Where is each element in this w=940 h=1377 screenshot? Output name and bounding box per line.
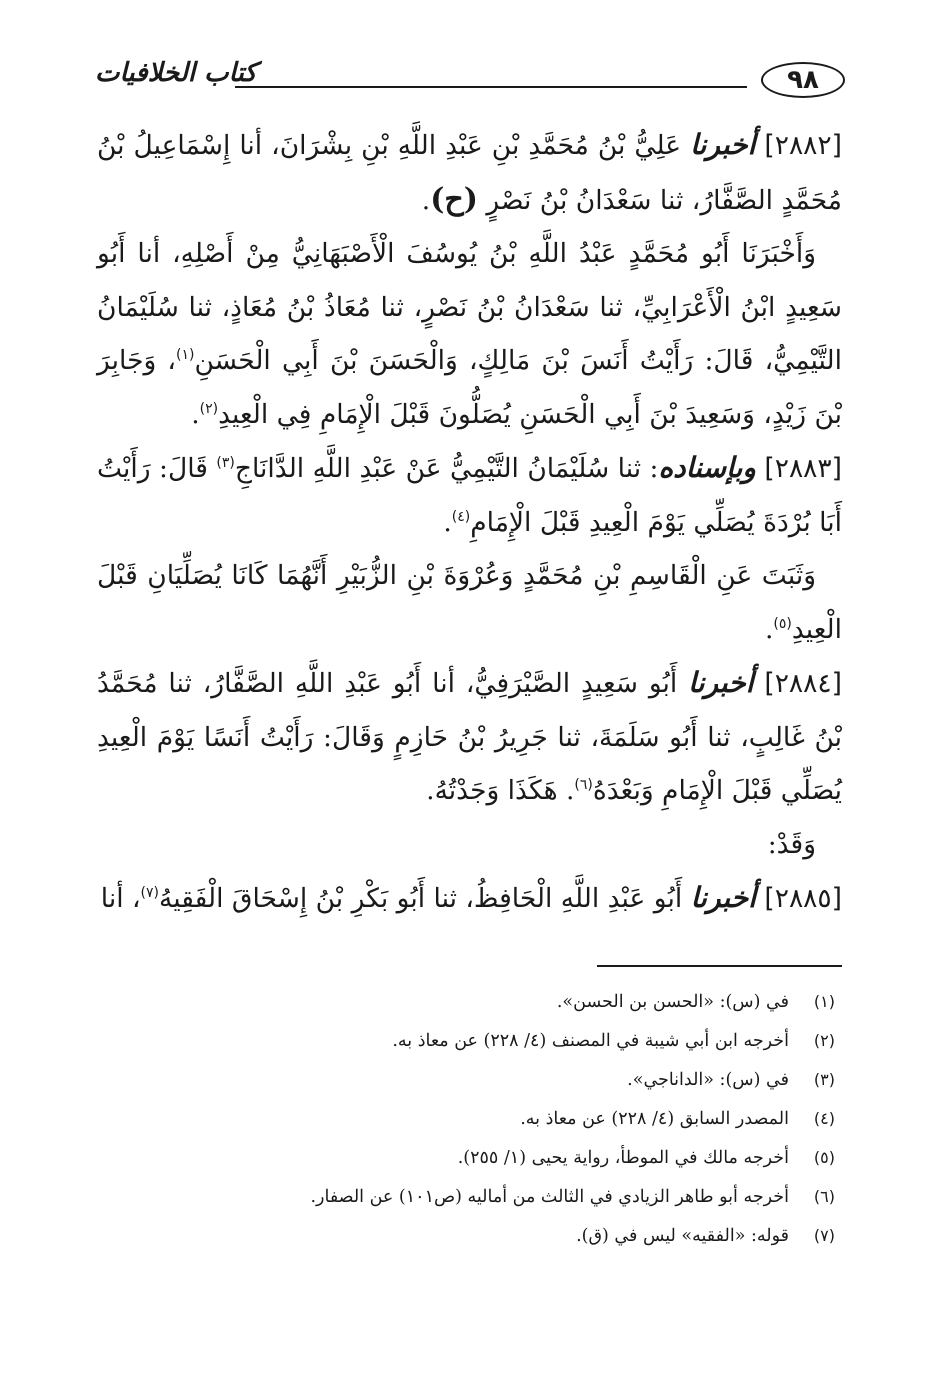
paragraph-text: عَلِيُّ بْنُ مُحَمَّدِ بْنِ عَبْدِ اللَّهِ بْنِ بِشْرَانَ، أنا إِسْمَاعِيلُ بْنُ مُحَمَّدٍ الصَّفَّارُ، ثنا سَعْدَانُ بْنُ نَصْرٍ [97,130,842,216]
tahwil-mark: (ح) [430,181,478,217]
paragraph-2883 [97,441,842,549]
footnote-item [135,1070,835,1109]
paragraph-text: قَالَ: رَأَيْتُ أَبَا بُرْدَةَ يُصَلِّي يَوْمَ الْعِيدِ قَبْلَ الْإِمَامِ [97,453,842,538]
footnote-item [135,1187,835,1226]
paragraph-text: ، وَجَابِرَ بْنَ زَيْدٍ، وَسَعِيدَ بْنَ أَبِي الْحَسَنِ يُصَلُّونَ قَبْلَ الْإِمَامِ فِي الْعِيدِ [97,345,842,430]
hadith-number: [٢٨٨٤] [764,668,842,699]
paragraph-end: . [764,613,774,645]
paragraph-end: . [443,506,452,538]
footnote-separator [597,965,842,967]
paragraph-commentary [97,549,842,656]
paragraph-text: : ثنا سُلَيْمَانُ التَّيْمِيُّ عَنْ عَبْدِ اللَّهِ الدَّانَاجِ [234,453,659,484]
chain-keyword: أخبرنا [690,128,756,161]
footnote-marker[interactable]: (٥) [773,615,792,632]
main-text [97,118,842,926]
footnote-number: (٣) [813,1070,835,1089]
book-title: كتاب الخلافيات [95,58,257,88]
footnote-text: أخرجه ابن أبي شيبة في المصنف (٤/ ٢٢٨) عن معاذ به. [392,1031,789,1051]
paragraph-text: أَبُو عَبْدِ اللَّهِ الْحَافِظُ، ثنا أَبُو بَكْرِ بْنُ إِسْحَاقَ الْفَقِيهُ [159,883,691,914]
footnote-item [135,1148,835,1187]
footnote-number: (٢) [813,1031,835,1050]
footnotes-list [135,992,835,1265]
footnote-number: (٧) [813,1226,835,1245]
footnote-text: قوله: «الفقيه» ليس في (ق). [576,1226,789,1246]
paragraph-text: وَثَبَتَ عَنِ الْقَاسِمِ بْنِ مُحَمَّدٍ وَعُرْوَةَ بْنِ الزُّبَيْرِ أَنَّهُمَا كَانَا يُصَلِّيَانِ قَبْلَ الْعِيدِ [97,560,842,645]
chain-keyword: وبإسناده [658,451,756,484]
footnote-text: المصدر السابق (٤/ ٢٢٨) عن معاذ به. [520,1109,789,1129]
footnote-marker[interactable]: (٤) [451,508,471,525]
paragraph-text: . هَكَذَا وَجَدْتُهُ. [426,775,575,806]
footnote-item [135,1226,835,1265]
header-rule [235,86,747,88]
chain-keyword: أخبرنا [690,881,756,914]
hadith-number: [٢٨٨٥] [764,883,842,914]
footnote-marker[interactable]: (٦) [574,777,593,794]
footnote-text: في (س): «الداناجي». [627,1070,789,1090]
footnote-item [135,992,835,1031]
paragraph-note [97,818,842,872]
chain-keyword: أخبرنا [688,666,754,699]
paragraph-text: وَأَخْبَرَنَا أَبُو مُحَمَّدٍ عَبْدُ اللَّهِ بْنُ يُوسُفَ الْأَصْبَهَانِيُّ مِنْ أَصْلِهِ، أنا أَبُو سَعِيدٍ ابْنُ الْأَعْرَابِيِّ، ثنا سَعْدَانُ بْنُ نَصْرٍ، ثنا مُعَاذُ بْنُ مُعَاذٍ، ثنا سُلَيْمَانُ التَّيْمِيُّ، قَالَ: رَأَيْتُ أَنَسَ بْنَ مَالِكٍ، وَالْحَسَنَ بْنَ أَبِي الْحَسَنِ [97,238,842,376]
paragraph-end: . [191,398,200,430]
page-number: ٩٨ [761,62,845,98]
paragraph-2885 [97,871,842,926]
paragraph-text: ، أنا [100,883,141,914]
footnote-marker[interactable]: (٧) [140,885,160,902]
footnote-text: أخرجه أبو طاهر الزيادي في الثالث من أماليه (ص١٠١) عن الصفار. [310,1187,789,1207]
footnote-number: (١) [813,992,835,1011]
footnote-number: (٤) [813,1109,835,1128]
footnote-item [135,1031,835,1070]
paragraph-text: وَقَدْ: [767,828,816,860]
footnote-marker[interactable]: (٢) [199,400,219,417]
hadith-number: [٢٨٨٣] [764,453,842,484]
paragraph-2882 [97,118,842,227]
page-header [95,58,845,106]
paragraph-continuation [97,227,842,441]
footnote-item [135,1109,835,1148]
paragraph-text: أَبُو سَعِيدٍ الصَّيْرَفِيُّ، أنا أَبُو عَبْدِ اللَّهِ الصَّفَّارُ، ثنا مُحَمَّدُ بْنُ غَالِبٍ، ثنا أَبُو سَلَمَةَ، ثنا جَرِيرُ بْنُ حَازِمٍ وَقَالَ: رَأَيْتُ أَنَسًا يَوْمَ الْعِيدِ يُصَلِّي قَبْلَ الْإِمَامِ وَبَعْدَهُ [97,668,842,806]
footnote-text: أخرجه مالك في الموطأ، رواية يحيى (١/ ٢٥٥). [457,1148,789,1168]
footnote-number: (٥) [813,1148,835,1167]
paragraph-end: . [421,184,431,216]
footnote-marker[interactable]: (٣) [216,455,235,472]
footnote-text: في (س): «الحسن بن الحسن». [556,992,789,1012]
footnote-marker[interactable]: (١) [175,347,195,364]
hadith-number: [٢٨٨٢] [764,130,842,161]
paragraph-2884 [97,656,842,818]
footnote-number: (٦) [813,1187,835,1206]
